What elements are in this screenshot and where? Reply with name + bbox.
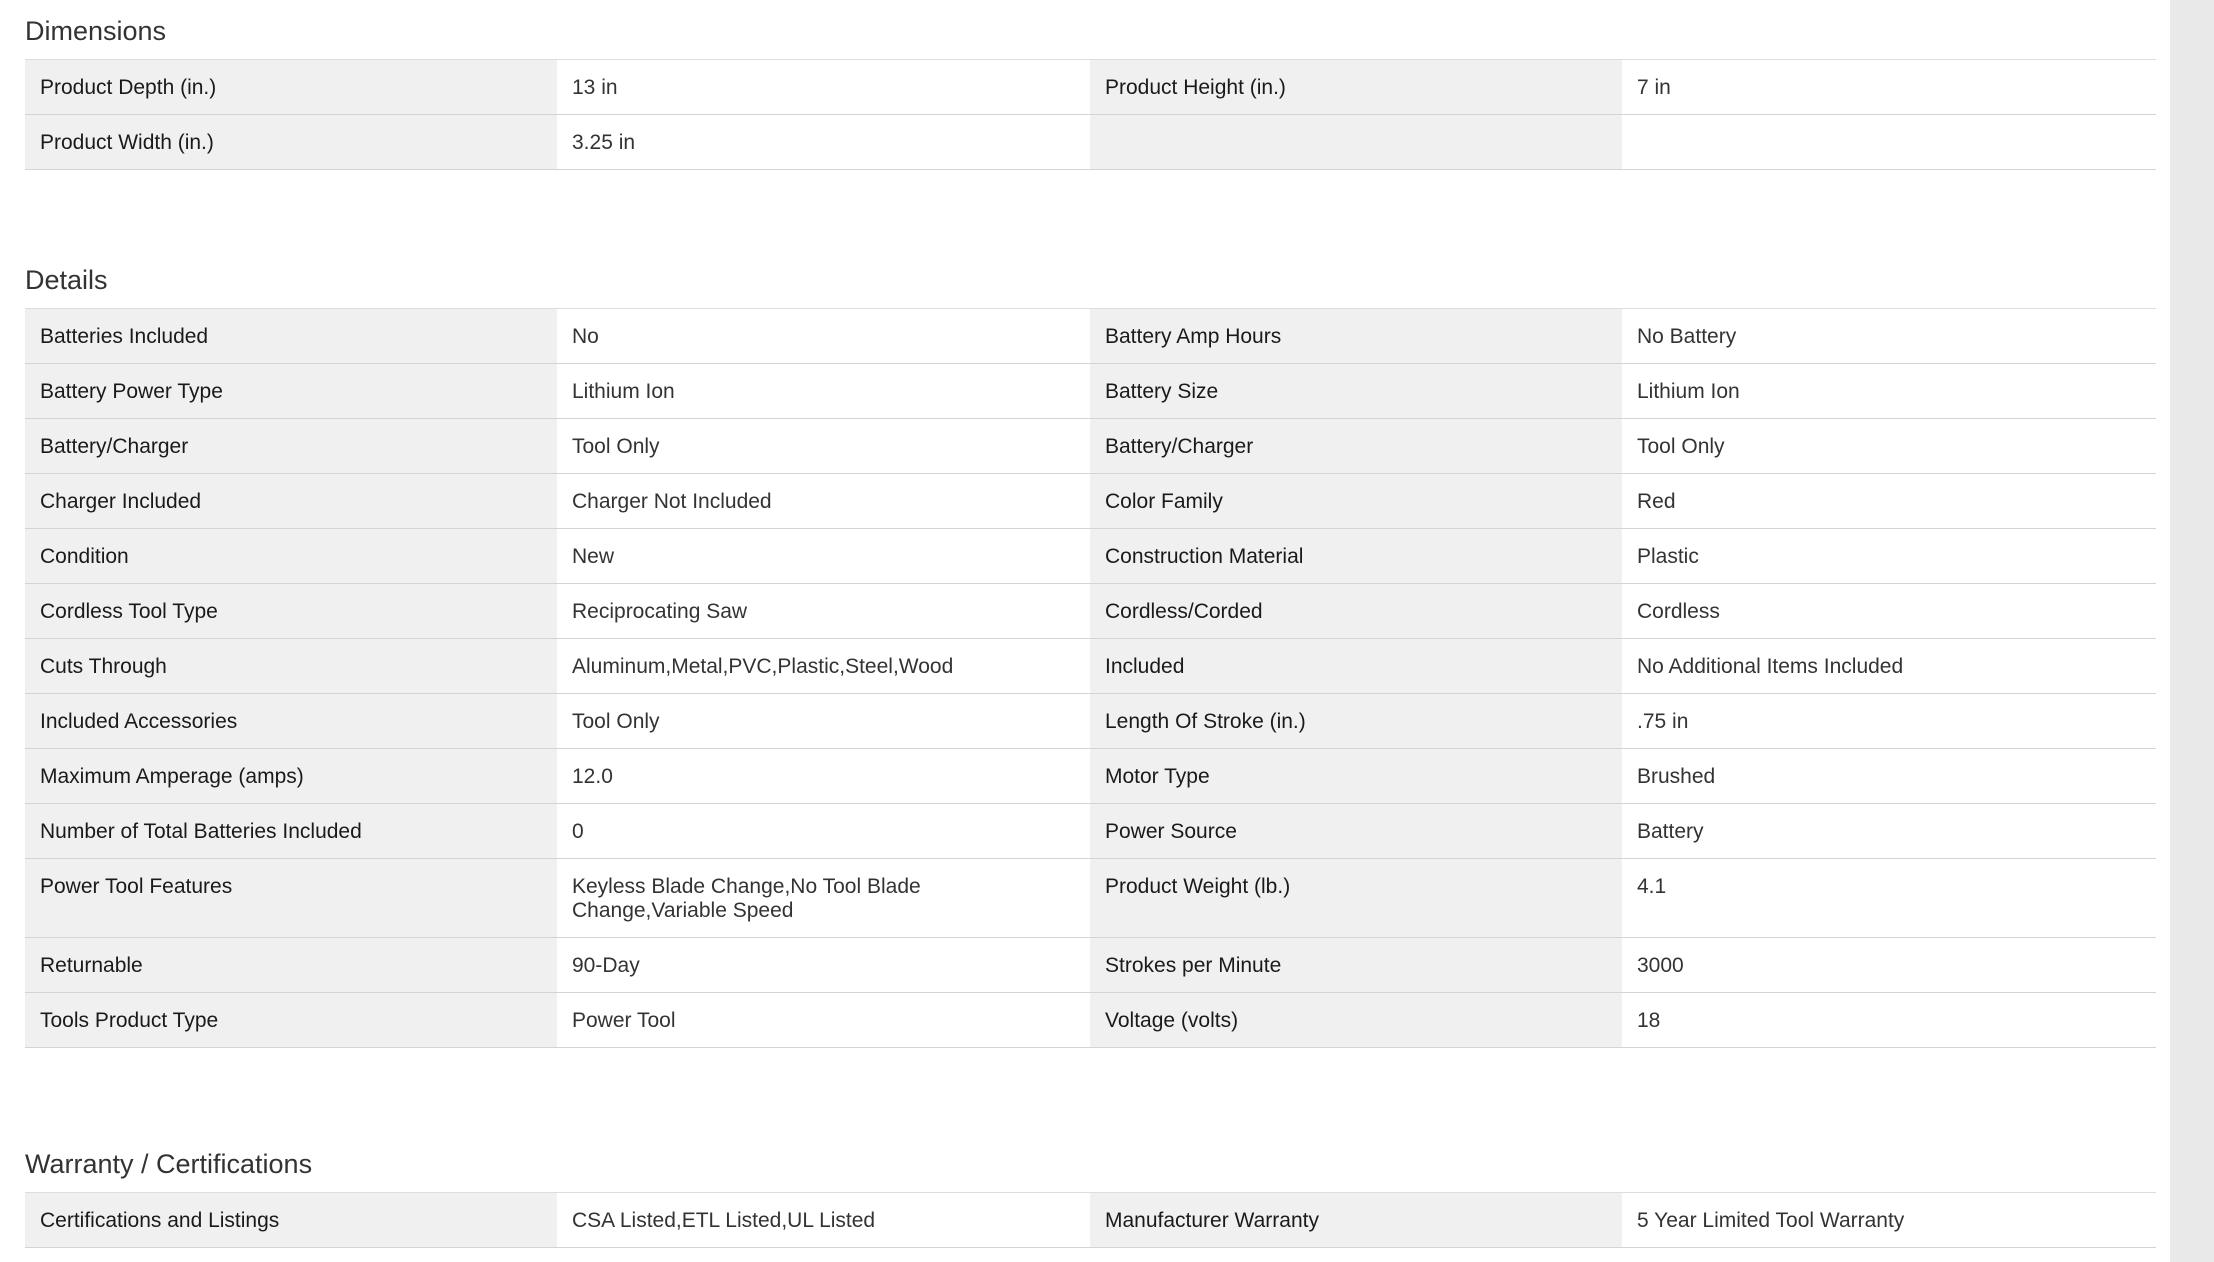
spec-row: [25, 749, 2156, 804]
spec-label: Included: [1090, 639, 1622, 693]
spec-row: [25, 309, 2156, 364]
spec-value: 3000: [1622, 938, 2155, 992]
spec-label: Returnable: [25, 938, 557, 992]
spec-value: .75 in: [1622, 694, 2155, 748]
section-title-warranty: Warranty / Certifications: [25, 1133, 2156, 1193]
spec-label: Product Weight (lb.): [1090, 859, 1622, 937]
spec-label: Battery Amp Hours: [1090, 309, 1622, 363]
spec-label: Charger Included: [25, 474, 557, 528]
spec-label: Included Accessories: [25, 694, 557, 748]
spec-label: Condition: [25, 529, 557, 583]
spec-label: Cuts Through: [25, 639, 557, 693]
spec-value: 5 Year Limited Tool Warranty: [1622, 1193, 2155, 1247]
spec-value: Tool Only: [557, 694, 1090, 748]
spec-row: [25, 639, 2156, 694]
spec-row: [25, 529, 2156, 584]
spec-value: 13 in: [557, 60, 1090, 114]
spec-label: [1090, 115, 1622, 169]
spec-value: Charger Not Included: [557, 474, 1090, 528]
spec-label: Product Width (in.): [25, 115, 557, 169]
spec-value: No Battery: [1622, 309, 2155, 363]
spec-label: Product Depth (in.): [25, 60, 557, 114]
spec-value: Power Tool: [557, 993, 1090, 1047]
spec-label: Power Source: [1090, 804, 1622, 858]
spec-value: Battery: [1622, 804, 2155, 858]
spec-label: Length Of Stroke (in.): [1090, 694, 1622, 748]
spec-label: Battery/Charger: [1090, 419, 1622, 473]
spec-value: Brushed: [1622, 749, 2155, 803]
spec-label: Product Height (in.): [1090, 60, 1622, 114]
spec-label: Construction Material: [1090, 529, 1622, 583]
spec-row: [25, 60, 2156, 115]
spec-label: Tools Product Type: [25, 993, 557, 1047]
spec-value: 3.25 in: [557, 115, 1090, 169]
spec-value: CSA Listed,ETL Listed,UL Listed: [557, 1193, 1090, 1247]
warranty-section: [25, 1133, 2156, 1248]
spec-value: 4.1: [1622, 859, 2155, 937]
spec-value: No: [557, 309, 1090, 363]
spec-value: Cordless: [1622, 584, 2155, 638]
spec-label: Battery Size: [1090, 364, 1622, 418]
section-title-dimensions: Dimensions: [25, 0, 2156, 60]
spec-label: Motor Type: [1090, 749, 1622, 803]
spec-row: [25, 419, 2156, 474]
spec-value: Lithium Ion: [1622, 364, 2155, 418]
spec-value: 12.0: [557, 749, 1090, 803]
spec-label: Battery Power Type: [25, 364, 557, 418]
spec-label: Cordless/Corded: [1090, 584, 1622, 638]
spec-label: Battery/Charger: [25, 419, 557, 473]
spec-value: Keyless Blade Change,No Tool Blade Change,Variable Speed: [557, 859, 1090, 937]
spec-value: 90-Day: [557, 938, 1090, 992]
spec-label: Strokes per Minute: [1090, 938, 1622, 992]
details-section: [25, 249, 2156, 1048]
spec-label: Maximum Amperage (amps): [25, 749, 557, 803]
spec-row: [25, 804, 2156, 859]
spec-row: [25, 859, 2156, 938]
spec-value: Aluminum,Metal,PVC,Plastic,Steel,Wood: [557, 639, 1090, 693]
spec-value: Red: [1622, 474, 2155, 528]
spec-label: Power Tool Features: [25, 859, 557, 937]
spec-label: Batteries Included: [25, 309, 557, 363]
spec-value: 7 in: [1622, 60, 2155, 114]
details-table: [25, 309, 2156, 1048]
spec-row: [25, 584, 2156, 639]
spec-value: Tool Only: [557, 419, 1090, 473]
spec-value: 0: [557, 804, 1090, 858]
spec-row: [25, 938, 2156, 993]
spec-value: 18: [1622, 993, 2155, 1047]
dimensions-table: [25, 60, 2156, 170]
spec-label: Certifications and Listings: [25, 1193, 557, 1247]
spec-row: [25, 115, 2156, 170]
spec-value: Reciprocating Saw: [557, 584, 1090, 638]
spec-value: New: [557, 529, 1090, 583]
warranty-table: [25, 1193, 2156, 1248]
spec-label: Number of Total Batteries Included: [25, 804, 557, 858]
spec-value: [1622, 115, 2155, 169]
spec-row: [25, 993, 2156, 1048]
section-title-details: Details: [25, 249, 2156, 309]
spec-row: [25, 364, 2156, 419]
spec-value: No Additional Items Included: [1622, 639, 2155, 693]
spec-value: Lithium Ion: [557, 364, 1090, 418]
spec-row: [25, 1193, 2156, 1248]
spec-row: [25, 694, 2156, 749]
spec-value: Plastic: [1622, 529, 2155, 583]
spec-label: Cordless Tool Type: [25, 584, 557, 638]
spec-label: Manufacturer Warranty: [1090, 1193, 1622, 1247]
dimensions-section: [25, 0, 2156, 170]
spec-label: Color Family: [1090, 474, 1622, 528]
spec-row: [25, 474, 2156, 529]
spec-value: Tool Only: [1622, 419, 2155, 473]
spec-label: Voltage (volts): [1090, 993, 1622, 1047]
